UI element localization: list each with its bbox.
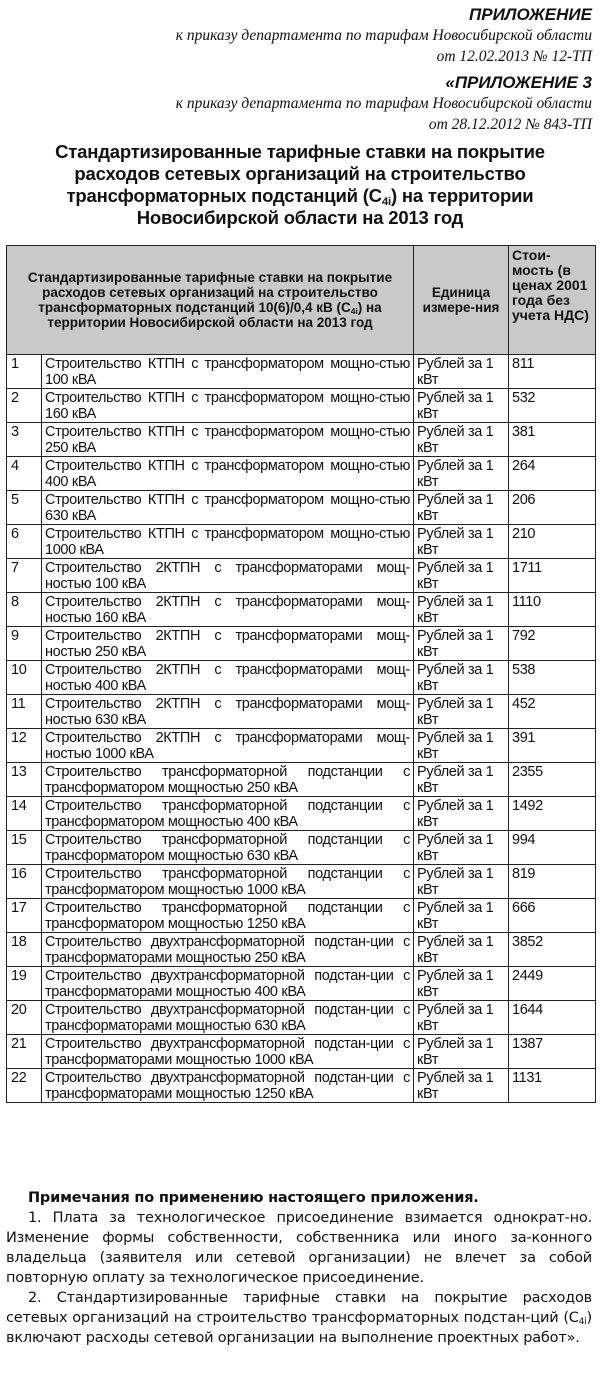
- row-unit: Рублей за 1 кВт: [414, 1069, 509, 1103]
- row-number: 21: [7, 1035, 42, 1069]
- table-body: [7, 355, 596, 1103]
- row-number: 4: [7, 457, 42, 491]
- row-number: 17: [7, 899, 42, 933]
- row-number: 6: [7, 525, 42, 559]
- row-number: 19: [7, 967, 42, 1001]
- row-unit: Рублей за 1 кВт: [414, 661, 509, 695]
- row-description: Строительство трансформаторной подстанции с трансформатором мощностью 250 кВА: [42, 763, 414, 797]
- note-2-part1: 2. Стандартизированные тарифные ставки на покрытие расходов сетевых организаций на строительство трансформаторных подстан-ций (С: [6, 1290, 592, 1326]
- row-description: Строительство двухтрансформаторной подстан-ции с трансформаторами мощностью 630 кВА: [42, 1001, 414, 1035]
- header-name-subscript: 4i: [350, 306, 358, 317]
- note-2-subscript: 4i: [578, 1317, 587, 1328]
- row-number: 12: [7, 729, 42, 763]
- row-unit: Рублей за 1 кВт: [414, 967, 509, 1001]
- table-row: [7, 695, 596, 729]
- row-description: Строительство КТПН с трансформатором мощно-стью 250 кВА: [42, 423, 414, 457]
- row-number: 14: [7, 797, 42, 831]
- notes-block: [6, 1188, 592, 1348]
- row-unit: Рублей за 1 кВт: [414, 593, 509, 627]
- row-unit: Рублей за 1 кВт: [414, 763, 509, 797]
- table-row: [7, 457, 596, 491]
- row-cost: 792: [509, 627, 596, 661]
- row-cost: 532: [509, 389, 596, 423]
- row-description: Строительство трансформаторной подстанции с трансформатором мощностью 1000 кВА: [42, 865, 414, 899]
- row-description: Строительство трансформаторной подстанции с трансформатором мощностью 400 кВА: [42, 797, 414, 831]
- row-description: Строительство трансформаторной подстанции с трансформатором мощностью 1250 кВА: [42, 899, 414, 933]
- row-cost: 2449: [509, 967, 596, 1001]
- table-row: [7, 797, 596, 831]
- order-date-line-2: от 28.12.2012 № 843-ТП: [428, 116, 592, 133]
- row-unit: Рублей за 1 кВт: [414, 457, 509, 491]
- header-name-cell: [7, 246, 414, 355]
- row-cost: 666: [509, 899, 596, 933]
- row-unit: Рублей за 1 кВт: [414, 491, 509, 525]
- row-unit: Рублей за 1 кВт: [414, 525, 509, 559]
- row-cost: 391: [509, 729, 596, 763]
- row-cost: 264: [509, 457, 596, 491]
- row-description: Строительство 2КТПН с трансформаторами мощ-ностью 1000 кВА: [42, 729, 414, 763]
- row-number: 2: [7, 389, 42, 423]
- row-unit: Рублей за 1 кВт: [414, 1035, 509, 1069]
- row-description: Строительство трансформаторной подстанции с трансформатором мощностью 630 кВА: [42, 831, 414, 865]
- row-number: 10: [7, 661, 42, 695]
- document-title: [20, 141, 580, 229]
- header-name-part2: ) на территории Новосибирской области на 2013 год: [47, 300, 382, 330]
- row-unit: Рублей за 1 кВт: [414, 933, 509, 967]
- row-number: 13: [7, 763, 42, 797]
- row-cost: 1492: [509, 797, 596, 831]
- appendix-label: ПРИЛОЖЕНИЕ: [469, 5, 592, 24]
- table-row: [7, 525, 596, 559]
- table-row: [7, 593, 596, 627]
- order-date-line: от 12.02.2013 № 12-ТП: [436, 48, 592, 65]
- row-cost: 210: [509, 525, 596, 559]
- row-number: 18: [7, 933, 42, 967]
- title-text-part1: Стандартизированные тарифные ставки на покрытие расходов сетевых организаций на строительство трансформаторных подстанций (С: [55, 141, 545, 206]
- row-description: Строительство 2КТПН с трансформаторами мощ-ностью 100 кВА: [42, 559, 414, 593]
- row-unit: Рублей за 1 кВт: [414, 797, 509, 831]
- row-description: Строительство КТПН с трансформатором мощно-стью 1000 кВА: [42, 525, 414, 559]
- row-cost: 1644: [509, 1001, 596, 1035]
- appendix-3-label: «ПРИЛОЖЕНИЕ 3: [445, 73, 592, 92]
- table-row: [7, 661, 596, 695]
- row-cost: 381: [509, 423, 596, 457]
- row-unit: Рублей за 1 кВт: [414, 423, 509, 457]
- order-reference-line-2: к приказу департамента по тарифам Новосибирской области: [175, 95, 592, 112]
- row-cost: 206: [509, 491, 596, 525]
- table-row: [7, 831, 596, 865]
- row-number: 16: [7, 865, 42, 899]
- row-cost: 3852: [509, 933, 596, 967]
- table-row: [7, 423, 596, 457]
- note-2-part2: ) включают расходы сетевой организации на выполнение проектных работ».: [6, 1310, 592, 1346]
- title-text-part2: ) на территории Новосибирской области на 2013 год: [136, 185, 534, 228]
- tariff-table: [6, 245, 596, 1103]
- row-cost: 994: [509, 831, 596, 865]
- row-cost: 452: [509, 695, 596, 729]
- table-row: [7, 899, 596, 933]
- row-description: Строительство двухтрансформаторной подстан-ции с трансформаторами мощностью 400 кВА: [42, 967, 414, 1001]
- row-number: 5: [7, 491, 42, 525]
- notes-title: Примечания по применению настоящего приложения.: [28, 1190, 479, 1206]
- row-number: 11: [7, 695, 42, 729]
- row-cost: 1711: [509, 559, 596, 593]
- table-row: [7, 865, 596, 899]
- row-number: 15: [7, 831, 42, 865]
- row-cost: 1110: [509, 593, 596, 627]
- table-row: [7, 389, 596, 423]
- note-2: [6, 1288, 592, 1348]
- row-description: Строительство двухтрансформаторной подстан-ции с трансформаторами мощностью 1000 кВА: [42, 1035, 414, 1069]
- row-unit: Рублей за 1 кВт: [414, 627, 509, 661]
- row-cost: 1131: [509, 1069, 596, 1103]
- header-block: [0, 0, 600, 135]
- row-cost: 811: [509, 355, 596, 389]
- row-number: 1: [7, 355, 42, 389]
- table-row: [7, 559, 596, 593]
- row-number: 9: [7, 627, 42, 661]
- header-unit-cell: Единица измере-ния: [414, 246, 509, 355]
- row-description: Строительство 2КТПН с трансформаторами мощ-ностью 160 кВА: [42, 593, 414, 627]
- row-unit: Рублей за 1 кВт: [414, 389, 509, 423]
- row-description: Строительство КТПН с трансформатором мощно-стью 400 кВА: [42, 457, 414, 491]
- row-cost: 1387: [509, 1035, 596, 1069]
- title-subscript: 4i: [381, 195, 392, 208]
- note-1: 1. Плата за технологическое присоединение взимается однократ-но. Изменение формы собственности, собственника или иного за-конного владельца (заявителя или сетевой организации) не влечет за собой повторную оплату за технологическое присоединение.: [6, 1210, 592, 1286]
- row-unit: Рублей за 1 кВт: [414, 559, 509, 593]
- row-description: Строительство КТПН с трансформатором мощно-стью 100 кВА: [42, 355, 414, 389]
- row-unit: Рублей за 1 кВт: [414, 899, 509, 933]
- row-unit: Рублей за 1 кВт: [414, 355, 509, 389]
- row-description: Строительство 2КТПН с трансформаторами мощ-ностью 400 кВА: [42, 661, 414, 695]
- table-row: [7, 933, 596, 967]
- header-cost-cell: Стои-мость (в ценах 2001 года без учета НДС): [509, 246, 596, 355]
- row-number: 8: [7, 593, 42, 627]
- row-cost: 538: [509, 661, 596, 695]
- row-number: 22: [7, 1069, 42, 1103]
- table-row: [7, 627, 596, 661]
- row-description: Строительство двухтрансформаторной подстан-ции с трансформаторами мощностью 1250 кВА: [42, 1069, 414, 1103]
- row-cost: 819: [509, 865, 596, 899]
- row-description: Строительство 2КТПН с трансформаторами мощ-ностью 630 кВА: [42, 695, 414, 729]
- table-row: [7, 729, 596, 763]
- table-header-row: [7, 246, 596, 355]
- row-description: Строительство КТПН с трансформатором мощно-стью 630 кВА: [42, 491, 414, 525]
- row-cost: 2355: [509, 763, 596, 797]
- order-reference-line: к приказу департамента по тарифам Новосибирской области: [175, 27, 592, 44]
- row-number: 3: [7, 423, 42, 457]
- table-row: [7, 1001, 596, 1035]
- row-description: Строительство КТПН с трансформатором мощно-стью 160 кВА: [42, 389, 414, 423]
- table-row: [7, 763, 596, 797]
- row-description: Строительство двухтрансформаторной подстан-ции с трансформаторами мощностью 250 кВА: [42, 933, 414, 967]
- row-description: Строительство 2КТПН с трансформаторами мощ-ностью 250 кВА: [42, 627, 414, 661]
- table-row: [7, 355, 596, 389]
- table-row: [7, 491, 596, 525]
- row-unit: Рублей за 1 кВт: [414, 831, 509, 865]
- table-row: [7, 1069, 596, 1103]
- row-number: 7: [7, 559, 42, 593]
- row-unit: Рублей за 1 кВт: [414, 865, 509, 899]
- table-row: [7, 967, 596, 1001]
- table-row: [7, 1035, 596, 1069]
- row-unit: Рублей за 1 кВт: [414, 1001, 509, 1035]
- row-unit: Рублей за 1 кВт: [414, 695, 509, 729]
- row-number: 20: [7, 1001, 42, 1035]
- header-name-part1: Стандартизированные тарифные ставки на покрытие расходов сетевых организаций на строительство трансформаторных подстанций 10(6)/0,4 кВ (С: [27, 270, 393, 315]
- row-unit: Рублей за 1 кВт: [414, 729, 509, 763]
